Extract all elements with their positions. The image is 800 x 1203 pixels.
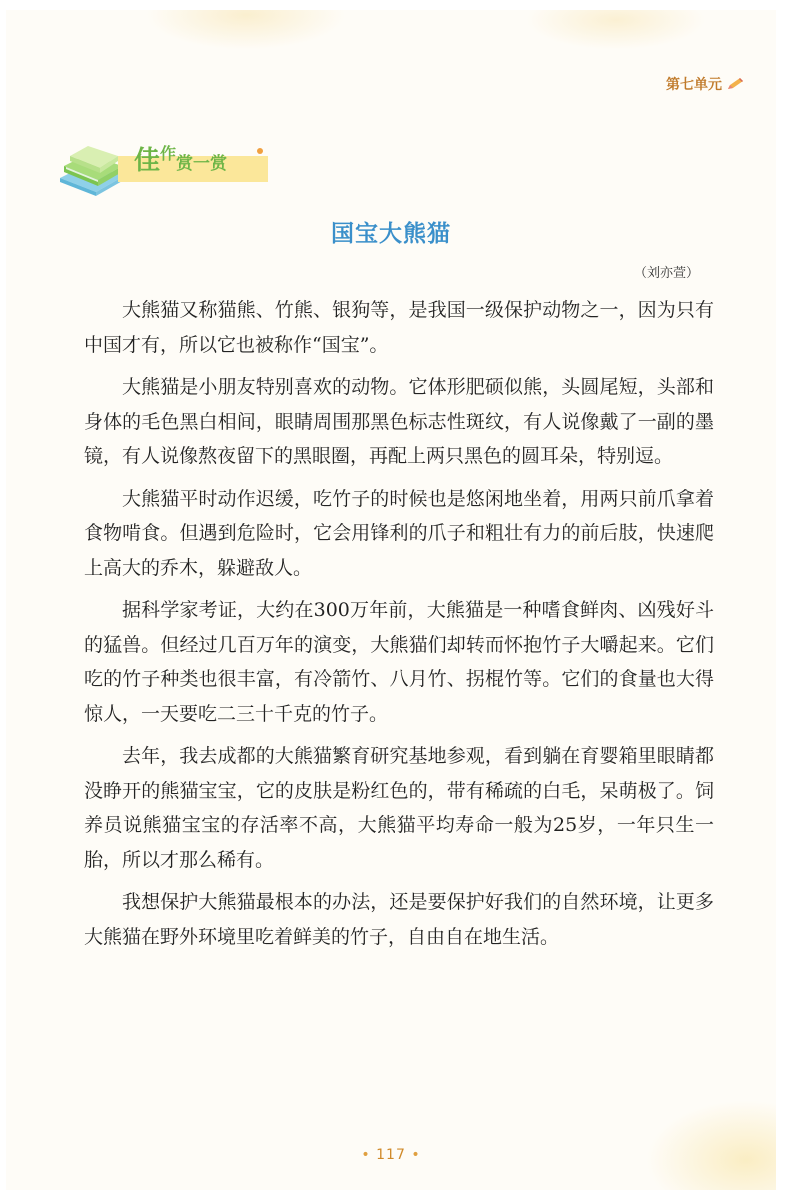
unit-label-text: 第七单元 xyxy=(666,77,722,93)
banner-char: 赏 xyxy=(176,154,194,174)
banner-char: 赏 xyxy=(210,154,228,174)
article-author: （刘亦萱） xyxy=(634,266,700,281)
banner-char: 佳 xyxy=(134,146,161,176)
banner-dot xyxy=(257,148,263,154)
decorative-glow xyxy=(146,10,346,50)
textbook-page xyxy=(6,10,776,1190)
article-body xyxy=(84,293,714,962)
paragraph: 据科学家考证，大约在300万年前，大熊猫是一种嗜食鲜肉、凶残好斗的猛兽。但经过几百万年的演变，大熊猫们却转而怀抱竹子大嚼起来。它们吃的竹子种类也很丰富，有冷箭竹、八月竹、拐棍竹等。它们的食量也大得惊人，一天要吃二三十千克的竹子。 xyxy=(84,599,714,725)
unit-label xyxy=(666,74,744,94)
page-number-value: 117 xyxy=(376,1147,406,1163)
paragraph: 我想保护大熊猫最根本的办法，还是要保护好我们的自然环境，让更多大熊猫在野外环境里吃着鲜美的竹子，自由自在地生活。 xyxy=(84,891,714,948)
section-banner xyxy=(56,140,286,200)
banner-title xyxy=(134,144,228,176)
pencil-icon xyxy=(726,77,744,91)
page-number: • 117 • xyxy=(361,1147,421,1163)
paragraph: 大熊猫又称猫熊、竹熊、银狗等，是我国一级保护动物之一，因为只有中国才有，所以它也被称作“国宝”。 xyxy=(84,299,714,356)
decorative-glow xyxy=(526,10,706,50)
banner-char: 作 xyxy=(160,144,177,163)
article-title: 国宝大熊猫 xyxy=(331,221,451,247)
decorative-glow xyxy=(646,1100,776,1190)
paragraph: 大熊猫是小朋友特别喜欢的动物。它体形肥硕似熊，头圆尾短，头部和身体的毛色黑白相间，眼睛周围那黑色标志性斑纹，有人说像戴了一副的墨镜，有人说像熬夜留下的黑眼圈，再配上两只黑色的圆耳朵，特别逗。 xyxy=(84,376,714,467)
paragraph: 大熊猫平时动作迟缓，吃竹子的时候也是悠闲地坐着，用两只前爪拿着食物啃食。但遇到危险时，它会用锋利的爪子和粗壮有力的前后肢，快速爬上高大的乔木，躲避敌人。 xyxy=(84,487,714,579)
banner-char: 一 xyxy=(193,154,211,174)
paragraph: 去年，我去成都的大熊猫繁育研究基地参观，看到躺在育婴箱里眼睛都没睁开的熊猫宝宝，它的皮肤是粉红色的，带有稀疏的白毛，呆萌极了。饲养员说熊猫宝宝的存活率不高，大熊猫平均寿命一般为25岁，一年只生一胎，所以才那么稀有。 xyxy=(84,745,714,871)
